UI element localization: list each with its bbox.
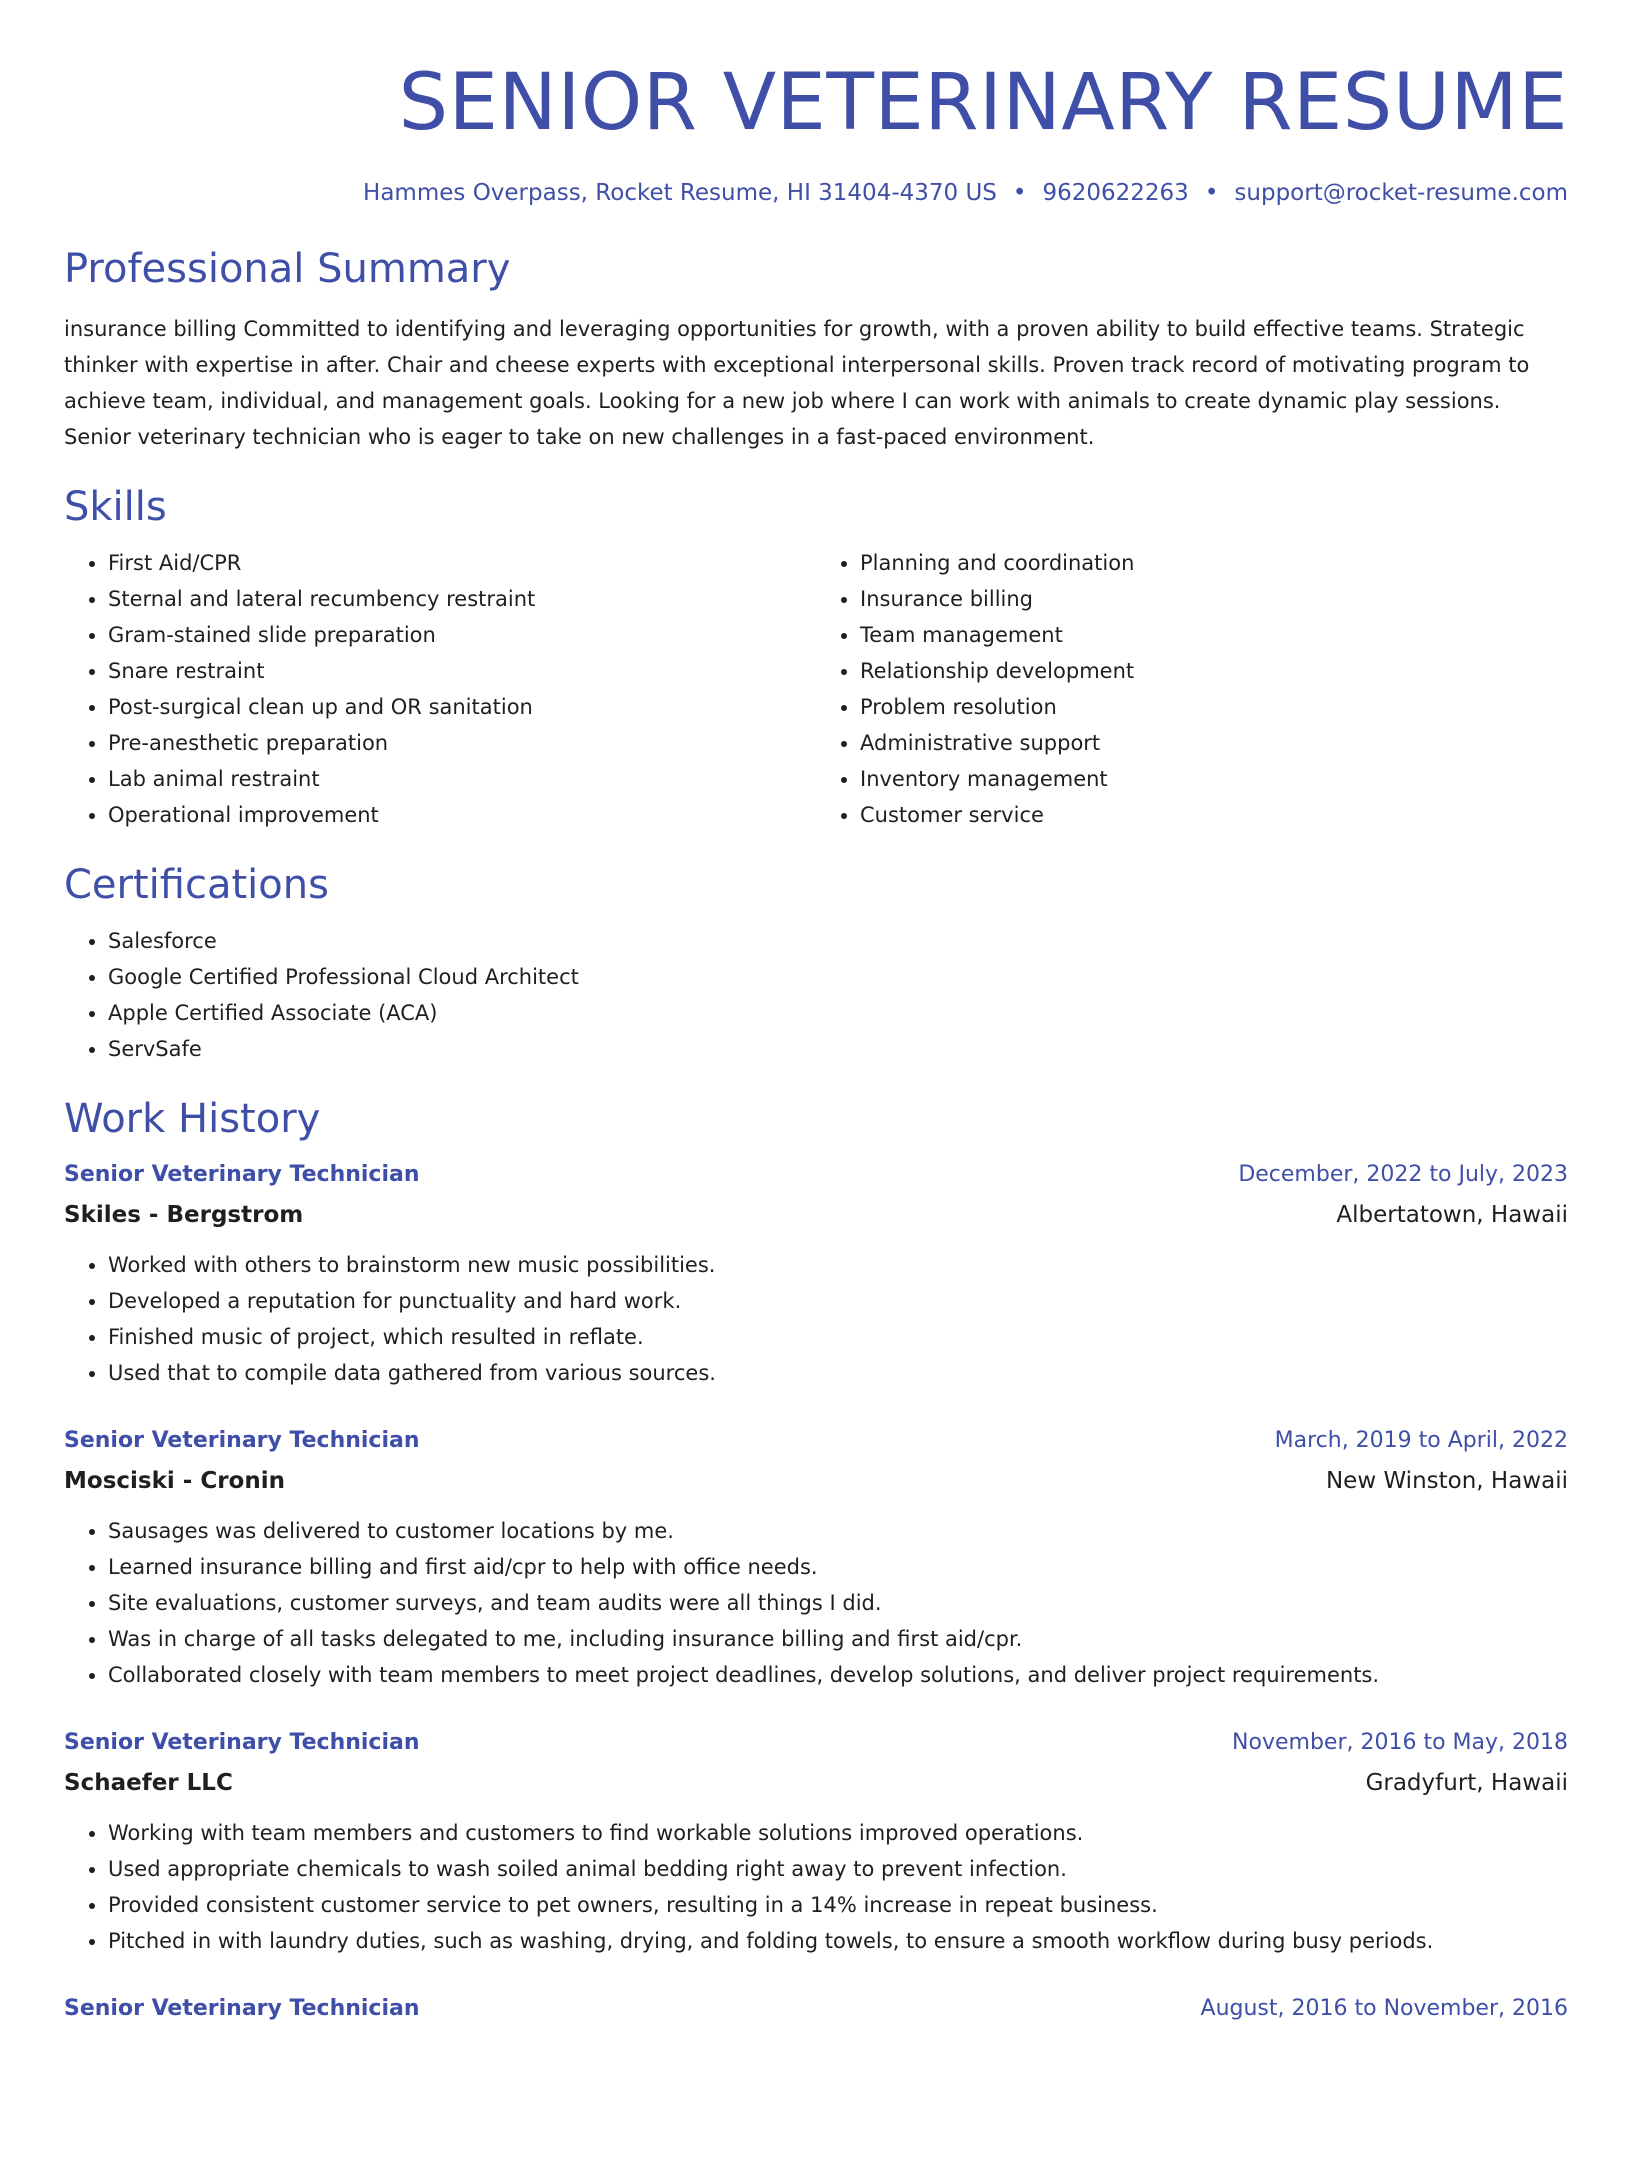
job-bullets bbox=[64, 1247, 1568, 1391]
skills-list-left bbox=[64, 545, 816, 833]
job-dates: December, 2022 to July, 2023 bbox=[1238, 1162, 1568, 1187]
list-item: • Insurance billing bbox=[860, 581, 1568, 617]
list-item: • Lab animal restraint bbox=[108, 761, 816, 797]
certifications-list bbox=[64, 923, 1568, 1067]
list-item: • Salesforce bbox=[108, 923, 1568, 959]
list-item: • Google Certified Professional Cloud Architect bbox=[108, 959, 1568, 995]
job-entry bbox=[64, 1989, 1568, 2029]
job-dates: August, 2016 to November, 2016 bbox=[1200, 1996, 1568, 2021]
summary-text: insurance billing Committed to identifying and leveraging opportunities for growth, with a proven ability to build effective teams. Strategic thinker with expertise in after. Chair and cheese experts with exceptional interpersonal skills. Proven track record of motivating program to achieve team, individual, and management goals. Looking for a new job where I can work with animals to create dynamic play sessions. Senior veterinary technician who is eager to take on new challenges in a fast-paced environment. bbox=[64, 317, 1530, 449]
list-item: • Customer service bbox=[860, 797, 1568, 833]
phone: 9620622263 bbox=[1042, 180, 1189, 206]
list-item: • Problem resolution bbox=[860, 689, 1568, 725]
list-item: • Working with team members and customers to find workable solutions improved operations. bbox=[108, 1815, 1568, 1851]
job-location: Albertatown, Hawaii bbox=[1336, 1202, 1568, 1228]
list-item: • Post-surgical clean up and OR sanitation bbox=[108, 689, 816, 725]
job-title: Senior Veterinary Technician bbox=[64, 1996, 420, 2021]
job-title: Senior Veterinary Technician bbox=[64, 1428, 420, 1453]
list-item: • Used that to compile data gathered from various sources. bbox=[108, 1355, 1568, 1391]
list-item: • Relationship development bbox=[860, 653, 1568, 689]
resume-title: SENIOR VETERINARY RESUME bbox=[398, 58, 1568, 148]
list-item: • Team management bbox=[860, 617, 1568, 653]
contact-line bbox=[64, 182, 1568, 205]
job-company-row bbox=[64, 1763, 1568, 1803]
list-item: • Sausages was delivered to customer locations by me. bbox=[108, 1513, 1568, 1549]
job-company: Skiles - Bergstrom bbox=[64, 1202, 304, 1228]
list-item: • Site evaluations, customer surveys, and team audits were all things I did. bbox=[108, 1585, 1568, 1621]
list-item: • Administrative support bbox=[860, 725, 1568, 761]
job-entry bbox=[64, 1155, 1568, 1391]
separator: • bbox=[1204, 180, 1219, 206]
skills-list-right bbox=[816, 545, 1568, 833]
list-item: • Apple Certified Associate (ACA) bbox=[108, 995, 1568, 1031]
job-header-row bbox=[64, 1421, 1568, 1461]
email-link[interactable]: support@rocket-resume.com bbox=[1234, 180, 1568, 206]
skills-heading: Skills bbox=[64, 484, 167, 530]
job-header-row bbox=[64, 1989, 1568, 2029]
job-company: Mosciski - Cronin bbox=[64, 1468, 285, 1494]
job-entry bbox=[64, 1723, 1568, 1959]
list-item: • Finished music of project, which resulted in reflate. bbox=[108, 1319, 1568, 1355]
job-title: Senior Veterinary Technician bbox=[64, 1162, 420, 1187]
job-company: Schaefer LLC bbox=[64, 1770, 233, 1796]
job-dates: November, 2016 to May, 2018 bbox=[1232, 1730, 1568, 1755]
resume-page bbox=[0, 58, 1632, 2029]
job-location: Gradyfurt, Hawaii bbox=[1365, 1770, 1568, 1796]
list-item: • Inventory management bbox=[860, 761, 1568, 797]
job-title: Senior Veterinary Technician bbox=[64, 1730, 420, 1755]
list-item: • Used appropriate chemicals to wash soiled animal bedding right away to prevent infection. bbox=[108, 1851, 1568, 1887]
work-history-list bbox=[64, 1155, 1568, 2029]
summary-heading: Professional Summary bbox=[64, 246, 511, 292]
list-item: • Operational improvement bbox=[108, 797, 816, 833]
job-company-row bbox=[64, 1195, 1568, 1235]
job-location: New Winston, Hawaii bbox=[1325, 1468, 1568, 1494]
work-history-heading: Work History bbox=[64, 1096, 321, 1142]
separator: • bbox=[1012, 180, 1027, 206]
list-item: • ServSafe bbox=[108, 1031, 1568, 1067]
address: Hammes Overpass, Rocket Resume, HI 31404-4370 US bbox=[363, 180, 997, 206]
skills-columns bbox=[64, 545, 1568, 833]
list-item: • Collaborated closely with team members to meet project deadlines, develop solutions, and deliver project requirements. bbox=[108, 1657, 1568, 1693]
job-entry bbox=[64, 1421, 1568, 1693]
job-bullets bbox=[64, 1513, 1568, 1693]
list-item: • Snare restraint bbox=[108, 653, 816, 689]
list-item: • Learned insurance billing and first aid/cpr to help with office needs. bbox=[108, 1549, 1568, 1585]
list-item: • Pitched in with laundry duties, such as washing, drying, and folding towels, to ensure a smooth workflow during busy periods. bbox=[108, 1923, 1568, 1959]
list-item: • Was in charge of all tasks delegated to me, including insurance billing and first aid/cpr. bbox=[108, 1621, 1568, 1657]
job-dates: March, 2019 to April, 2022 bbox=[1274, 1428, 1568, 1453]
job-company-row bbox=[64, 1461, 1568, 1501]
list-item: • Gram-stained slide preparation bbox=[108, 617, 816, 653]
job-header-row bbox=[64, 1155, 1568, 1195]
job-header-row bbox=[64, 1723, 1568, 1763]
list-item: • Provided consistent customer service to pet owners, resulting in a 14% increase in repeat business. bbox=[108, 1887, 1568, 1923]
certifications-heading: Certifications bbox=[64, 862, 329, 908]
list-item: • Worked with others to brainstorm new music possibilities. bbox=[108, 1247, 1568, 1283]
list-item: • Sternal and lateral recumbency restraint bbox=[108, 581, 816, 617]
list-item: • Pre-anesthetic preparation bbox=[108, 725, 816, 761]
job-bullets bbox=[64, 1815, 1568, 1959]
list-item: • Planning and coordination bbox=[860, 545, 1568, 581]
list-item: • Developed a reputation for punctuality and hard work. bbox=[108, 1283, 1568, 1319]
list-item: • First Aid/CPR bbox=[108, 545, 816, 581]
